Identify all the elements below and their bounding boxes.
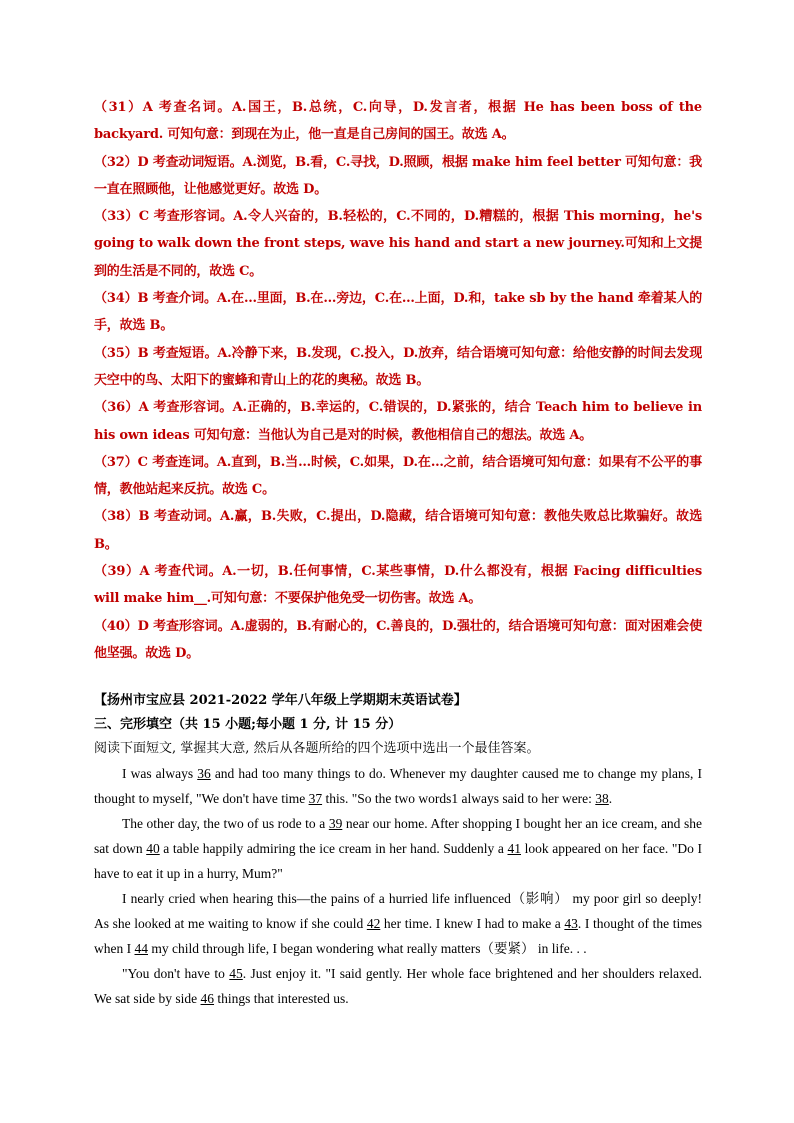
answer-34: （34）B 考查介词。A.在…里面，B.在…旁边，C.在…上面，D.和，take sb by the hand 牵着某人的手，故选 B。 (94, 291, 702, 334)
text: near our home. After shopping I bought her an ice cream, and she sat down (94, 816, 702, 856)
blank-45: 45 (229, 966, 243, 981)
answer-31: （31）A 考查名词。A.国王，B.总统，C.向导，D.发言者，根据 He has been boss of the backyard. 可知句意：到现在为止，他一直是自己房间的国王。故选 A。 (94, 100, 702, 143)
text: "You don't have to (122, 966, 230, 981)
answer-35: （35）B 考查短语。A.冷静下来，B.发现，C.投入，D.放弃，结合语境可知句意：给他安静的时间去发现天空中的鸟、太阳下的蜜蜂和青山上的花的奥秘。故选 B。 (94, 345, 702, 388)
passage-paragraph-3 (94, 886, 702, 961)
cloze-passage (94, 761, 702, 1011)
passage-paragraph-1 (94, 761, 702, 811)
cloze-section (94, 689, 702, 1011)
text: The other day, the two of us rode to a (122, 816, 329, 831)
blank-40: 40 (146, 841, 160, 856)
text: this. "So the two words1 always said to her were: (322, 791, 596, 806)
section-instruction: 阅读下面短文, 掌握其大意, 然后从各题所给的四个选项中选出一个最佳答案。 (94, 741, 540, 756)
blank-41: 41 (507, 841, 521, 856)
exam-source: 【扬州市宝应县 2021-2022 学年八年级上学期期末英语试卷】 (94, 693, 467, 708)
text: her time. I knew I had to make a (380, 916, 565, 931)
text: look appeared on her face. "Do I have to eat it up in a hurry, Mum?" (94, 841, 702, 881)
passage-paragraph-2 (94, 811, 702, 886)
text: I was always (122, 766, 198, 781)
blank-38: 38 (595, 791, 609, 806)
text: things that interested us. (214, 991, 349, 1006)
blank-46: 46 (200, 991, 215, 1006)
blank-37: 37 (308, 791, 323, 806)
text: . I thought of the times when I (94, 916, 702, 956)
answer-38: （38）B 考查动词。A.赢，B.失败，C.提出，D.隐藏，结合语境可知句意：教他失败总比欺骗好。故选 B。 (94, 509, 702, 552)
text: and had too many things to do. Whenever my daughter caused me to change my plans, I thought to myself, "We don't have time (94, 766, 703, 806)
section-title: 三、完形填空（共 15 小题;每小题 1 分, 计 15 分） (94, 717, 402, 732)
blank-36: 36 (197, 766, 211, 781)
text: . Just enjoy it. "I said gently. Her whole face brightened and her shoulders relaxed. We sat side by side (94, 966, 703, 1006)
text: a table happily admiring the ice cream in her hand. Suddenly a (159, 841, 508, 856)
blank-42: 42 (366, 916, 381, 931)
answer-37: （37）C 考查连词。A.直到，B.当…时候，C.如果，D.在…之前，结合语境可知句意：如果有不公平的事情，教他站起来反抗。故选 C。 (94, 454, 702, 498)
passage-paragraph-4 (94, 961, 702, 1011)
answer-40: （40）D 考查形容词。A.虚弱的，B.有耐心的，C.善良的，D.强壮的，结合语境可知句意：面对困难会使他坚强。故选 D。 (94, 618, 702, 661)
blank-39: 39 (328, 816, 343, 831)
answer-36: （36）A 考查形容词。A.正确的，B.幸运的，C.错误的，D.紧张的，结合 Teach him to believe in his own ideas 可知句意：当他认为自己是对的时候，教他相信自己的想法。故选 A。 (94, 400, 702, 443)
blank-44: 44 (134, 941, 148, 956)
answer-39: （39）A 考查代词。A.一切，B.任何事情，C.某些事情，D.什么都没有，根据 Facing difficulties will make him__.可知句意：不要保护他免受一切伤害。故选 A。 (94, 564, 702, 607)
answer-32: （32）D 考查动词短语。A.浏览，B.看，C.寻找，D.照顾，根据 make him feel better 可知句意：我一直在照顾他，让他感觉更好。故选 D。 (94, 154, 702, 197)
answer-33: （33）C 考查形容词。A.令人兴奋的，B.轻松的，C.不同的，D.糟糕的，根据 This morning，he's going to walk down the front steps, wave his hand and start a new journey.可知和上文提到的生活是不同的，故选 C。 (94, 209, 702, 279)
text: I nearly cried when hearing this—the pains of a hurried life influenced（影响） my poor girl so deeply! As she looked at me waiting to know if she could (94, 891, 702, 931)
text: my child through life, I began wondering what really matters（要紧） in life. . . (148, 941, 587, 956)
answer-explanations (94, 94, 702, 667)
text: . (608, 791, 613, 806)
blank-43: 43 (564, 916, 578, 931)
